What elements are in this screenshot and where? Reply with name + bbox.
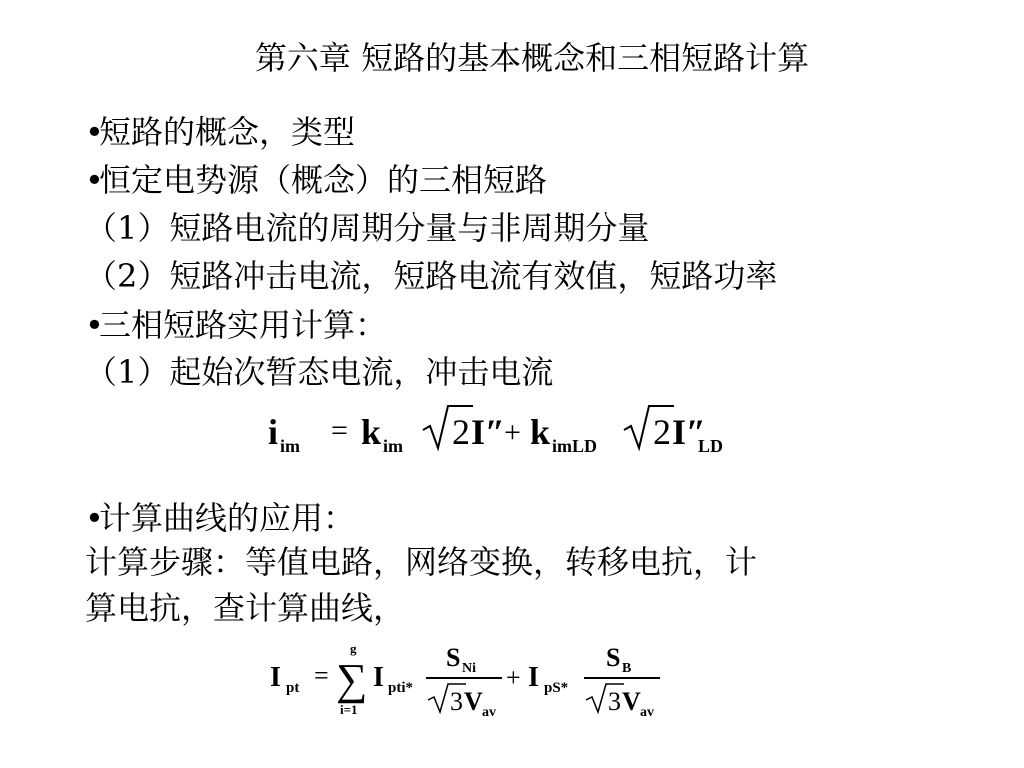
formula2-eq: =	[314, 661, 329, 690]
formula2-den2-V: V	[622, 687, 641, 716]
formula2-Ips: I	[528, 662, 539, 693]
formula2-plus: +	[506, 663, 521, 692]
slide-title: 第六章 短路的基本概念和三相短路计算	[254, 39, 810, 77]
formula2-num2: S	[606, 643, 621, 672]
formula1-plus: +	[504, 416, 521, 449]
formula1-k2: k	[530, 412, 551, 452]
formula1-I: I″	[471, 412, 505, 452]
bullet-line-2: •恒定电势源（概念）的三相短路	[85, 161, 548, 199]
formula1-i-sub: im	[280, 436, 300, 456]
formula2-Ipt-sub: pti*	[388, 680, 414, 696]
steps-line-2: 算电抗，查计算曲线，	[85, 589, 406, 627]
formula-period-current	[270, 638, 670, 728]
bullet-line-1: •短路的概念，类型	[85, 113, 356, 151]
formula2-I-sub: pt	[286, 680, 300, 696]
formula1-sqrt2b: 2	[653, 412, 671, 452]
formula2-sum-top: g	[350, 641, 357, 656]
formula2-num1-sub: Ni	[462, 661, 476, 676]
formula1-k-sub: im	[383, 436, 403, 456]
formula2-I: I	[270, 662, 281, 693]
formula2-sum: ∑	[336, 655, 368, 704]
formula1-I2-sub: LD	[698, 436, 724, 456]
formula2-den2-sub: av	[640, 705, 654, 720]
bullet-line-3: •三相短路实用计算：	[85, 306, 388, 344]
formula1-I2: I″	[672, 412, 706, 452]
formula2-sum-bottom: i=1	[340, 702, 358, 717]
formula2-Ips-sub: pS*	[544, 680, 569, 696]
formula1-sqrt2: 2	[452, 412, 470, 452]
formula1-k2-sub: imLD	[552, 436, 597, 456]
formula2-den1-sub: av	[482, 705, 496, 720]
formula2-num1: S	[446, 643, 461, 672]
sub-line-1: （1）短路电流的周期分量与非周期分量	[85, 209, 650, 247]
bullet-line-4: •计算曲线的应用：	[85, 499, 356, 537]
formula1-i: i	[268, 412, 279, 452]
formula2-Ipt: I	[373, 662, 384, 693]
formula-impact-current	[268, 396, 738, 466]
formula1-k: k	[361, 412, 382, 452]
formula2-num2-sub: B	[622, 661, 632, 676]
formula2-den2-root: 3	[608, 687, 621, 716]
sub-line-2: （2）短路冲击电流，短路电流有效值，短路功率	[85, 257, 778, 295]
sub-line-3: （1）起始次暂态电流，冲击电流	[85, 353, 554, 391]
formula2-den1-root: 3	[450, 687, 463, 716]
steps-line-1: 计算步骤：等值电路，网络变换，转移电抗，计	[85, 543, 758, 581]
formula1-eq: =	[331, 414, 348, 447]
formula2-den1-V: V	[464, 687, 483, 716]
